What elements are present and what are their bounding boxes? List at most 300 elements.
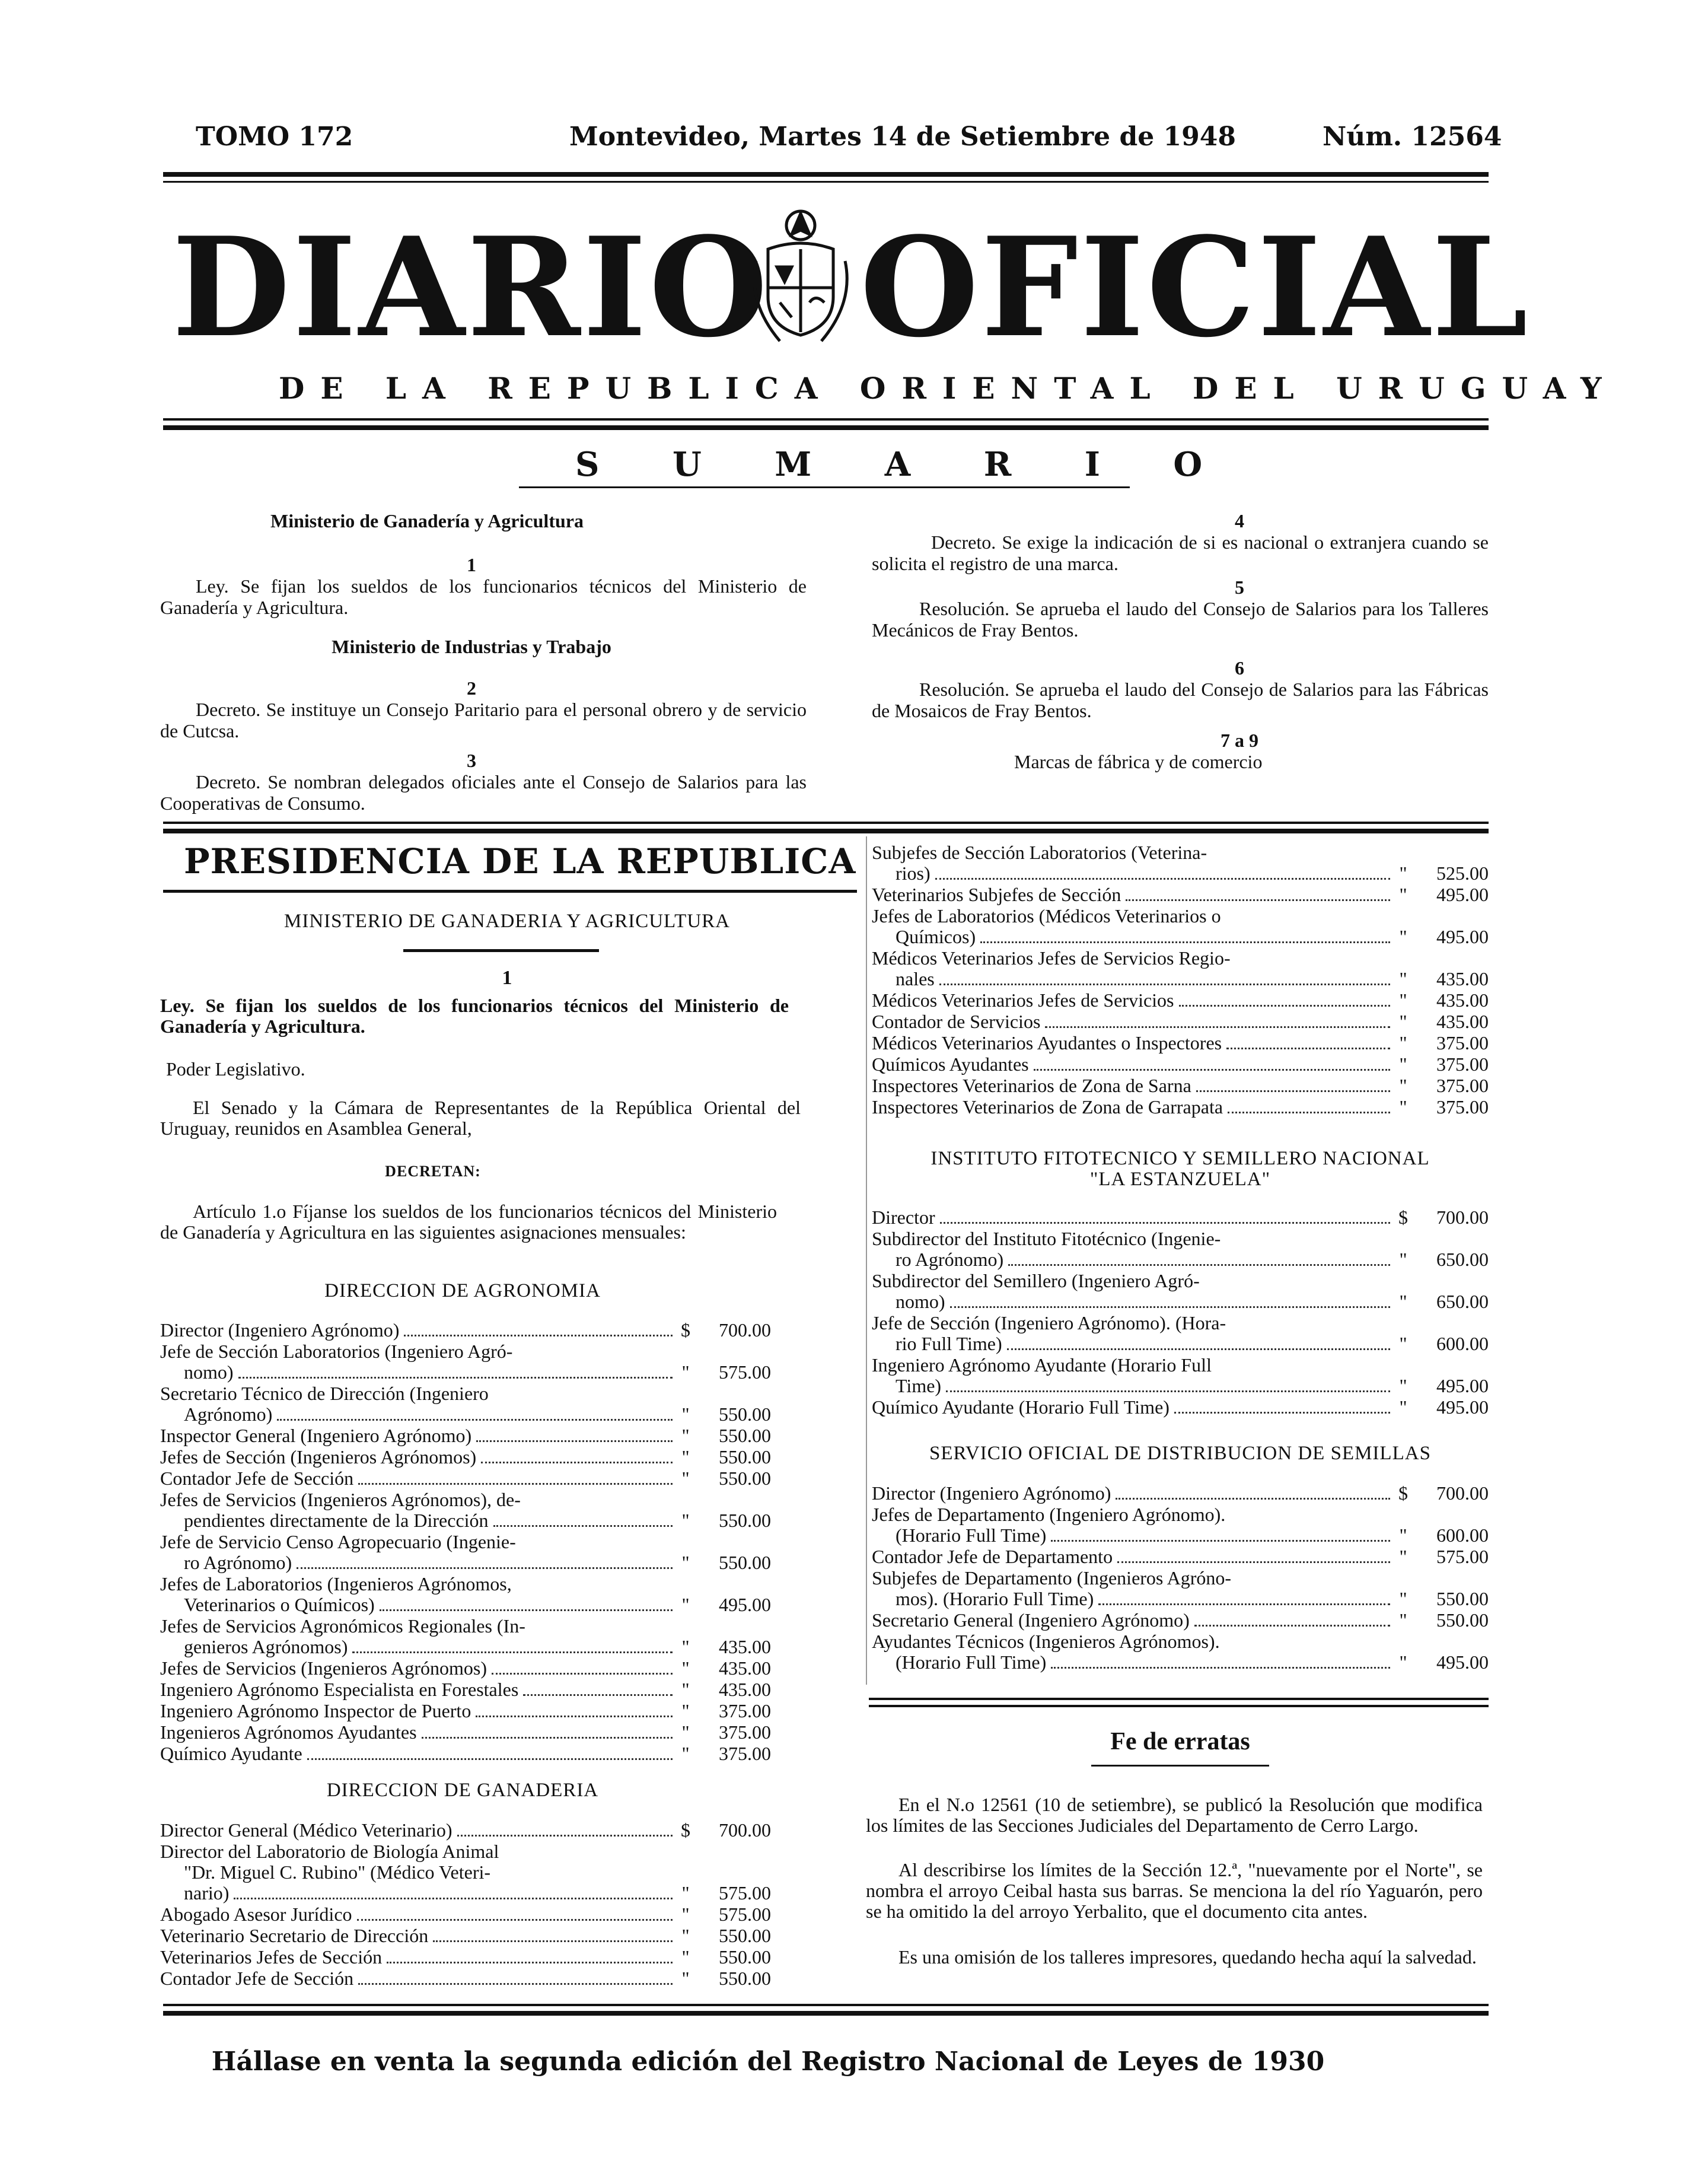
salary-row — [160, 1701, 771, 1722]
salary-title: Veterinarios Jefes de Sección — [160, 1946, 383, 1968]
salary-line — [160, 1510, 771, 1532]
salary-row — [160, 1968, 771, 1990]
salary-title: Ingenieros Agrónomos Ayudantes — [160, 1721, 417, 1743]
currency-mark: " — [681, 1361, 690, 1383]
leader-dots — [433, 1940, 673, 1942]
salary-row — [872, 1229, 1489, 1271]
salary-line-cont — [872, 1229, 1489, 1249]
salary-title: Ayudantes Técnicos (Ingenieros Agrónomos). — [872, 1631, 1220, 1652]
ministerio-heading: MINISTERIO DE GANADERIA Y AGRICULTURA — [284, 911, 730, 932]
salary-title: nomo) — [896, 1291, 945, 1312]
currency-mark: " — [681, 1968, 690, 1989]
instituto-subheading: "LA ESTANZUELA" — [1089, 1169, 1271, 1190]
salary-amount: 435.00 — [719, 1657, 771, 1679]
leader-dots — [946, 1390, 1390, 1392]
salary-row — [872, 906, 1489, 948]
currency-mark: " — [681, 1882, 690, 1904]
header-rule-thin — [163, 181, 1489, 183]
senado-paragraph: El Senado y la Cámara de Representantes de la República Oriental del Uruguay, reunidos en Asamblea General, — [160, 1097, 801, 1139]
salary-line — [872, 1249, 1489, 1271]
masthead-title-left: DIARIO — [172, 208, 770, 368]
subtitle-rule — [163, 418, 1489, 421]
salary-row — [872, 1271, 1489, 1313]
currency-mark: " — [1399, 1054, 1407, 1075]
salary-line — [872, 1333, 1489, 1355]
salary-amount: 435.00 — [1436, 968, 1489, 989]
salary-amount: 550.00 — [719, 1403, 771, 1425]
salary-title: Veterinarios o Químicos) — [184, 1594, 375, 1615]
salary-row — [872, 884, 1489, 906]
currency-mark: " — [1399, 1075, 1407, 1096]
salary-row — [872, 842, 1489, 884]
currency-mark: " — [681, 1510, 690, 1531]
currency-mark: " — [1399, 1096, 1407, 1118]
currency-mark: " — [1399, 1588, 1407, 1609]
sumario-num: 3 — [467, 750, 476, 771]
currency-mark: " — [681, 1904, 690, 1925]
salary-amount: 575.00 — [1436, 1546, 1489, 1567]
leader-dots — [1045, 1026, 1390, 1028]
sumario-heading: S U M A R I O — [575, 445, 1234, 484]
salary-line — [160, 1658, 771, 1679]
salary-line — [872, 1011, 1489, 1033]
salary-amount: 375.00 — [1436, 1075, 1489, 1096]
salary-amount: 495.00 — [1436, 1375, 1489, 1396]
agronomia-heading: DIRECCION DE AGRONOMIA — [324, 1280, 601, 1301]
currency-mark: " — [681, 1636, 690, 1657]
salary-amount: 600.00 — [1436, 1333, 1489, 1354]
salary-line — [160, 1447, 771, 1468]
salary-title: Secretario Técnico de Dirección (Ingeniero — [160, 1383, 489, 1404]
salary-amount: 575.00 — [719, 1361, 771, 1383]
presidencia-rule — [163, 890, 857, 893]
ministerio-rule — [403, 949, 599, 952]
salary-title: Jefes de Servicios Agronómicos Regionales (In- — [160, 1615, 525, 1637]
salary-row — [872, 1546, 1489, 1568]
salary-row — [160, 1904, 771, 1926]
salary-amount: 550.00 — [1436, 1588, 1489, 1609]
salary-line — [160, 1947, 771, 1968]
salary-line — [872, 1483, 1489, 1504]
salary-title: Inspectores Veterinarios de Zona de Garrapata — [872, 1096, 1223, 1118]
salary-amount: 495.00 — [719, 1594, 771, 1615]
salary-row — [872, 1504, 1489, 1546]
salary-line — [160, 1722, 771, 1743]
sumario-ministry: Ministerio de Industrias y Trabajo — [332, 636, 611, 657]
sumario-entry: Resolución. Se aprueba el laudo del Consejo de Salarios para los Talleres Mecánicos de Fray Bentos. — [872, 598, 1489, 641]
leader-dots — [492, 1673, 673, 1675]
currency-mark: " — [1399, 1651, 1407, 1673]
salary-line — [872, 1652, 1489, 1673]
salary-line — [160, 1595, 771, 1616]
salary-title: ro Agrónomo) — [184, 1552, 292, 1573]
salary-title: Inspector General (Ingeniero Agrónomo) — [160, 1425, 472, 1446]
fe-de-erratas-heading: Fe de erratas — [1110, 1728, 1250, 1755]
sumario-entry: Decreto. Se nombran delegados oficiales ante el Consejo de Salarios para las Cooperativas de Consumo. — [160, 771, 807, 814]
salary-amount: 550.00 — [1436, 1609, 1489, 1631]
sumario-entry: Marcas de fábrica y de comercio — [1014, 751, 1263, 772]
issue-number: Núm. 12564 — [1323, 122, 1502, 152]
salary-row — [160, 1425, 771, 1447]
leader-dots — [404, 1335, 673, 1336]
salary-line — [160, 1820, 771, 1841]
leader-dots — [1098, 1603, 1390, 1605]
masthead-subtitle: DE LA REPUBLICA ORIENTAL DEL URUGUAY — [279, 371, 1618, 406]
salary-amount: 550.00 — [719, 1510, 771, 1531]
salary-line — [160, 1743, 771, 1765]
salary-title: Jefes de Departamento (Ingeniero Agrónomo). — [872, 1504, 1226, 1525]
salary-line — [872, 863, 1489, 884]
salary-line — [160, 1904, 771, 1926]
salary-line — [160, 1362, 771, 1383]
salary-amount: 375.00 — [1436, 1096, 1489, 1118]
salary-row — [160, 1468, 771, 1490]
law-summary: Ley. Se fijan los sueldos de los funcionarios técnicos del Ministerio de Ganadería y Agricultura. — [160, 995, 789, 1037]
salary-amount: 495.00 — [1436, 884, 1489, 905]
salary-amount: 700.00 — [719, 1819, 771, 1841]
leader-dots — [1196, 1090, 1390, 1092]
salary-amount: 550.00 — [719, 1468, 771, 1489]
salary-row — [160, 1679, 771, 1701]
salary-amount: 700.00 — [719, 1319, 771, 1341]
currency-mark: " — [681, 1679, 690, 1700]
leader-dots — [939, 984, 1390, 985]
leader-dots — [297, 1567, 673, 1569]
salary-line-cont — [872, 1271, 1489, 1291]
currency-mark: " — [1399, 884, 1407, 905]
salary-line — [872, 1033, 1489, 1054]
salary-line — [160, 1883, 771, 1904]
salary-line — [872, 1097, 1489, 1118]
leader-dots — [358, 1483, 673, 1485]
salary-title: Director (Ingeniero Agrónomo) — [872, 1482, 1111, 1504]
salary-title: Secretario General (Ingeniero Agrónomo) — [872, 1609, 1190, 1631]
leader-dots — [940, 1222, 1390, 1224]
leader-dots — [238, 1377, 673, 1379]
salary-row — [160, 1490, 771, 1532]
subtitle-rule-2 — [163, 425, 1489, 430]
salary-line — [160, 1926, 771, 1947]
leader-dots — [980, 941, 1390, 943]
currency-mark: $ — [1398, 1207, 1408, 1228]
leader-dots — [277, 1419, 673, 1421]
salary-amount: 650.00 — [1436, 1291, 1489, 1312]
salary-row — [872, 1097, 1489, 1118]
currency-mark: " — [681, 1925, 690, 1946]
currency-mark: $ — [681, 1819, 690, 1841]
salary-title: Ingeniero Agrónomo Inspector de Puerto — [160, 1700, 471, 1721]
salary-row — [872, 1397, 1489, 1418]
salary-title: Subdirector del Instituto Fitotécnico (Ingenie- — [872, 1228, 1221, 1249]
articulo-paragraph: Artículo 1.o Fíjanse los sueldos de los funcionarios técnicos del Ministerio de Ganadería y Agricultura en las siguientes asignaciones mensuales: — [160, 1201, 777, 1243]
salary-title: Jefes de Servicios (Ingenieros Agrónomos), de- — [160, 1489, 521, 1510]
leader-dots — [476, 1716, 673, 1717]
salary-amount: 600.00 — [1436, 1525, 1489, 1546]
salary-line — [872, 1610, 1489, 1631]
salary-title: Médicos Veterinarios Jefes de Servicios — [872, 989, 1174, 1011]
salary-line-cont — [160, 1862, 771, 1883]
salary-title: pendientes directamente de la Dirección — [184, 1510, 489, 1531]
salary-line — [160, 1320, 771, 1341]
salary-row — [160, 1820, 771, 1841]
salary-line-cont — [872, 906, 1489, 927]
currency-mark: " — [681, 1446, 690, 1468]
leader-dots — [1007, 1348, 1390, 1350]
salary-amount: 375.00 — [719, 1700, 771, 1721]
salary-title: Subdirector del Semillero (Ingeniero Agró- — [872, 1270, 1200, 1291]
salary-amount: 550.00 — [719, 1946, 771, 1968]
currency-mark: $ — [1398, 1482, 1408, 1504]
fe-paragraph-2: Al describirse los límites de la Sección 12.ª, "nuevamente por el Norte", se nombra el arroyo Ceibal hasta sus barras. Se menciona la del río Yaguarón, pero se ha omitido la del arroyo Yerbalito, que el documento cita antes. — [866, 1859, 1483, 1922]
salary-amount: 550.00 — [719, 1425, 771, 1446]
salary-title: Time) — [896, 1375, 942, 1396]
currency-mark: " — [1399, 989, 1407, 1011]
salary-amount: 650.00 — [1436, 1249, 1489, 1270]
leader-dots — [950, 1306, 1390, 1308]
salary-row — [160, 1320, 771, 1341]
salary-title: Veterinarios Subjefes de Sección — [872, 884, 1121, 905]
law-number: 1 — [502, 967, 512, 989]
currency-mark: " — [681, 1594, 690, 1615]
leader-dots — [387, 1962, 673, 1963]
currency-mark: " — [681, 1552, 690, 1573]
salary-amount: 575.00 — [719, 1904, 771, 1925]
salary-title: (Horario Full Time) — [896, 1651, 1047, 1673]
semillas-list — [872, 1483, 1489, 1673]
sumario-entry: Decreto. Se instituye un Consejo Paritario para el personal obrero y de servicio de Cutcsa. — [160, 699, 807, 741]
salary-row — [872, 1610, 1489, 1631]
sumario-bottom-rule-2 — [163, 829, 1489, 833]
sumario-num: 4 — [1235, 510, 1244, 532]
salary-amount: 375.00 — [1436, 1054, 1489, 1075]
salary-title: ro Agrónomo) — [896, 1249, 1004, 1270]
salary-line-cont — [872, 1313, 1489, 1333]
salary-row — [160, 1532, 771, 1574]
salary-line — [160, 1404, 771, 1425]
salary-amount: 525.00 — [1436, 863, 1489, 884]
salary-row — [160, 1926, 771, 1947]
leader-dots — [1179, 1005, 1391, 1007]
salary-line-cont — [872, 1355, 1489, 1376]
salary-line — [872, 1207, 1489, 1229]
salary-title: Ingeniero Agrónomo Especialista en Forestales — [160, 1679, 519, 1700]
salary-title: nomo) — [184, 1361, 234, 1383]
sumario-bottom-rule — [163, 822, 1489, 824]
currency-mark: " — [1399, 1396, 1407, 1418]
salary-line — [160, 1468, 771, 1490]
veterinary-list — [872, 842, 1489, 1118]
leader-dots — [493, 1525, 673, 1527]
salary-title: genieros Agrónomos) — [184, 1636, 348, 1657]
currency-mark: " — [681, 1468, 690, 1489]
salary-title: Médicos Veterinarios Jefes de Servicios Regio- — [872, 947, 1231, 969]
leader-dots — [1008, 1264, 1390, 1266]
salary-line-cont — [160, 1383, 771, 1404]
salary-amount: 575.00 — [719, 1882, 771, 1904]
poder-legislativo: Poder Legislativo. — [166, 1058, 305, 1080]
footer-rule-2 — [163, 2011, 1489, 2016]
coat-of-arms-icon — [744, 208, 857, 353]
salary-title: nales — [896, 968, 935, 989]
leader-dots — [523, 1694, 673, 1696]
sumario-ministry: Ministerio de Ganadería y Agricultura — [270, 510, 584, 532]
leader-dots — [1051, 1540, 1390, 1542]
salary-row — [160, 1722, 771, 1743]
currency-mark: " — [1399, 863, 1407, 884]
agronomia-list — [160, 1320, 771, 1765]
salary-row — [872, 1054, 1489, 1075]
ganaderia-heading: DIRECCION DE GANADERIA — [326, 1780, 599, 1801]
salary-title: Jefes de Laboratorios (Médicos Veterinarios o — [872, 905, 1221, 927]
sumario-entry: Resolución. Se aprueba el laudo del Consejo de Salarios para las Fábricas de Mosaicos de Fray Bentos. — [872, 679, 1489, 721]
salary-title: Jefe de Servicio Censo Agropecuario (Ingenie- — [160, 1531, 516, 1552]
salary-line — [872, 1075, 1489, 1097]
salary-line — [160, 1968, 771, 1990]
currency-mark: " — [1399, 1032, 1407, 1054]
salary-line — [872, 1376, 1489, 1397]
salary-line — [160, 1425, 771, 1447]
currency-mark: " — [681, 1657, 690, 1679]
salary-row — [872, 1011, 1489, 1033]
salary-amount: 375.00 — [1436, 1032, 1489, 1054]
leader-dots — [1034, 1069, 1390, 1071]
salary-row — [160, 1447, 771, 1468]
fe-rule — [1091, 1765, 1269, 1767]
currency-mark: " — [1399, 1333, 1407, 1354]
leader-dots — [307, 1758, 673, 1760]
salary-title: rio Full Time) — [896, 1333, 1002, 1354]
leader-dots — [234, 1898, 673, 1899]
footer-rule — [163, 2004, 1489, 2006]
salary-row — [872, 1207, 1489, 1229]
salary-line-cont — [160, 1616, 771, 1637]
currency-mark: " — [1399, 1525, 1407, 1546]
salary-line-cont — [872, 842, 1489, 863]
salary-line — [872, 884, 1489, 906]
currency-mark: " — [681, 1403, 690, 1425]
salary-amount: 495.00 — [1436, 1651, 1489, 1673]
salary-title: Abogado Asesor Jurídico — [160, 1904, 352, 1925]
salary-row — [160, 1341, 771, 1383]
salary-title: Jefes de Sección (Ingenieros Agrónomos) — [160, 1446, 477, 1468]
salary-title: Jefe de Sección (Ingeniero Agrónomo). (Hora- — [872, 1312, 1226, 1333]
salary-title: rios) — [896, 863, 931, 884]
salary-amount: 550.00 — [719, 1446, 771, 1468]
salary-amount: 435.00 — [1436, 989, 1489, 1011]
sumario-num: 1 — [467, 554, 476, 575]
masthead-title-right: OFICIAL — [860, 208, 1531, 368]
tomo-label: TOMO 172 — [196, 122, 353, 152]
leader-dots — [352, 1651, 673, 1653]
salary-line-cont — [160, 1532, 771, 1552]
salary-line-cont — [160, 1574, 771, 1595]
leader-dots — [1226, 1048, 1390, 1049]
salary-line — [872, 1546, 1489, 1568]
salary-title: Ingeniero Agrónomo Ayudante (Horario Full — [872, 1354, 1212, 1376]
sumario-underline — [519, 486, 1130, 488]
salary-line-cont — [872, 948, 1489, 969]
salary-title: Agrónomo) — [184, 1403, 273, 1425]
leader-dots — [1228, 1112, 1390, 1113]
sumario-left — [160, 510, 866, 814]
salary-line-cont — [872, 1568, 1489, 1589]
leader-dots — [1116, 1498, 1390, 1500]
salary-line — [872, 1397, 1489, 1418]
salary-line — [872, 1054, 1489, 1075]
salary-title: Veterinario Secretario de Dirección — [160, 1925, 429, 1946]
salary-row — [872, 1631, 1489, 1673]
salary-title: Director — [872, 1207, 935, 1228]
salary-title: Contador de Servicios — [872, 1011, 1041, 1032]
salary-row — [872, 1568, 1489, 1610]
leader-dots — [1174, 1412, 1390, 1414]
dateline: Montevideo, Martes 14 de Setiembre de 1948 — [569, 122, 1236, 152]
salary-title: Químicos Ayudantes — [872, 1054, 1029, 1075]
salary-line-cont — [872, 1631, 1489, 1652]
currency-mark: " — [1399, 1011, 1407, 1032]
salary-title: Químico Ayudante — [160, 1743, 302, 1764]
salary-amount: 375.00 — [719, 1743, 771, 1764]
salary-amount: 375.00 — [719, 1721, 771, 1743]
leader-dots — [357, 1919, 673, 1921]
salary-title: "Dr. Miguel C. Rubino" (Médico Veteri- — [184, 1861, 491, 1883]
salary-title: Jefes de Laboratorios (Ingenieros Agrónomos, — [160, 1573, 512, 1595]
salary-title: Contador Jefe de Sección — [160, 1968, 354, 1989]
salary-row — [160, 1383, 771, 1425]
salary-title: Médicos Veterinarios Ayudantes o Inspectores — [872, 1032, 1222, 1054]
salary-title: Subjefes de Sección Laboratorios (Veterina- — [872, 842, 1207, 863]
salary-title: nario) — [184, 1882, 230, 1904]
salary-title: Director del Laboratorio de Biología Animal — [160, 1841, 499, 1862]
salary-row — [160, 1616, 771, 1658]
salary-row — [872, 1075, 1489, 1097]
salary-row — [872, 1313, 1489, 1355]
leader-dots — [422, 1737, 673, 1739]
salary-line-cont — [160, 1841, 771, 1862]
salary-line — [872, 1291, 1489, 1313]
leader-dots — [1194, 1625, 1390, 1627]
currency-mark: " — [681, 1700, 690, 1721]
currency-mark: " — [1399, 1375, 1407, 1396]
salary-amount: 550.00 — [719, 1552, 771, 1573]
currency-mark: " — [1399, 926, 1407, 947]
salary-amount: 435.00 — [719, 1679, 771, 1700]
salary-row — [160, 1574, 771, 1616]
salary-title: Químicos) — [896, 926, 976, 947]
header-rule — [163, 172, 1489, 177]
currency-mark: " — [681, 1425, 690, 1446]
currency-mark: " — [1399, 1249, 1407, 1270]
salary-title: Jefes de Servicios (Ingenieros Agrónomos) — [160, 1657, 487, 1679]
currency-mark: " — [1399, 1546, 1407, 1567]
salary-title: (Horario Full Time) — [896, 1525, 1047, 1546]
salary-amount: 435.00 — [1436, 1011, 1489, 1032]
sumario-num: 6 — [1235, 657, 1244, 679]
salary-amount: 550.00 — [719, 1968, 771, 1989]
leader-dots — [476, 1440, 673, 1442]
fe-paragraph-1: En el N.o 12561 (10 de setiembre), se publicó la Resolución que modifica los límites de las Secciones Judiciales del Departamento de Cerro Largo. — [866, 1794, 1483, 1836]
salary-row — [872, 1355, 1489, 1397]
currency-mark: " — [1399, 1291, 1407, 1312]
salary-title: Jefe de Sección Laboratorios (Ingeniero Agró- — [160, 1341, 513, 1362]
salary-row — [160, 1841, 771, 1904]
salary-amount: 700.00 — [1436, 1207, 1489, 1228]
salary-title: mos). (Horario Full Time) — [896, 1588, 1094, 1609]
instituto-list — [872, 1207, 1489, 1418]
salary-amount: 495.00 — [1436, 1396, 1489, 1418]
salary-title: Inspectores Veterinarios de Zona de Sarna — [872, 1075, 1191, 1096]
leader-dots — [380, 1609, 673, 1611]
